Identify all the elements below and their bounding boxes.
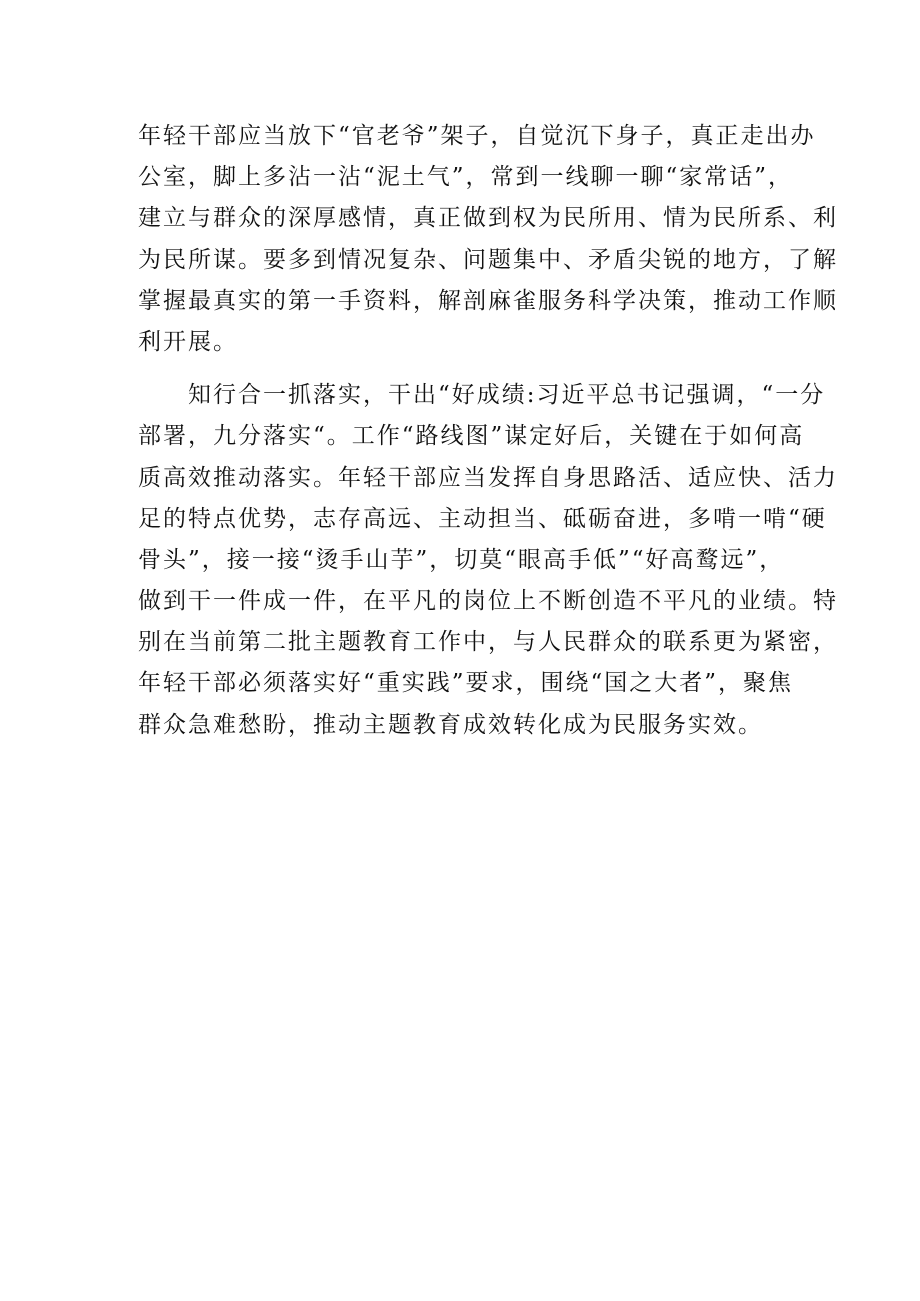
paragraph-1 <box>138 116 838 363</box>
text-line: 别在当前第二批主题教育工作中，与人民群众的联系更为紧密， <box>138 629 838 656</box>
text-line: 公室，脚上多沾一沾“泥土气”，常到一线聊一聊“家常话”， <box>138 164 794 191</box>
text-line: 知行合一抓落实，干出“好成绩:习近平总书记强调，“一分 <box>138 382 826 409</box>
text-line: 掌握最真实的第一手资料，解剖麻雀服务科学决策，推动工作顺 <box>138 287 838 314</box>
text-line: 做到干一件成一件，在平凡的岗位上不断创造不平凡的业绩。特 <box>138 588 838 615</box>
text-line: 年轻干部应当放下“官老爷”架子，自觉沉下身子，真正走出办 <box>138 123 816 149</box>
text-line: 群众急难愁盼，推动主题教育成效转化成为民服务实效。 <box>138 711 763 738</box>
paragraph-spacer <box>138 363 810 375</box>
text-line: 为民所谋。要多到情况复杂、问题集中、矛盾尖锐的地方，了解 <box>138 246 838 273</box>
text-line: 足的特点优势，志存高远、主动担当、砥砺奋进，多啃一啃“硬 <box>138 505 827 532</box>
paragraph-2 <box>138 375 838 746</box>
text-line: 利开展。 <box>138 328 238 355</box>
text-line: 建立与群众的深厚感情，真正做到权为民所用、情为民所系、利 <box>138 205 838 232</box>
text-line: 质高效推动落实。年轻干部应当发挥自身思路活、适应快、活力 <box>138 464 838 491</box>
text-line: 年轻干部必须落实好“重实践”要求，围绕“国之大者”，聚焦 <box>138 670 794 697</box>
text-line: 骨头”，接一接“烫手山芋”，切莫“眼高手低”“好高鹜远”， <box>138 546 785 573</box>
document-body <box>138 116 838 746</box>
text-line: 部署，九分落实“。工作“路线图”谋定好后，关键在于如何高 <box>138 423 805 450</box>
